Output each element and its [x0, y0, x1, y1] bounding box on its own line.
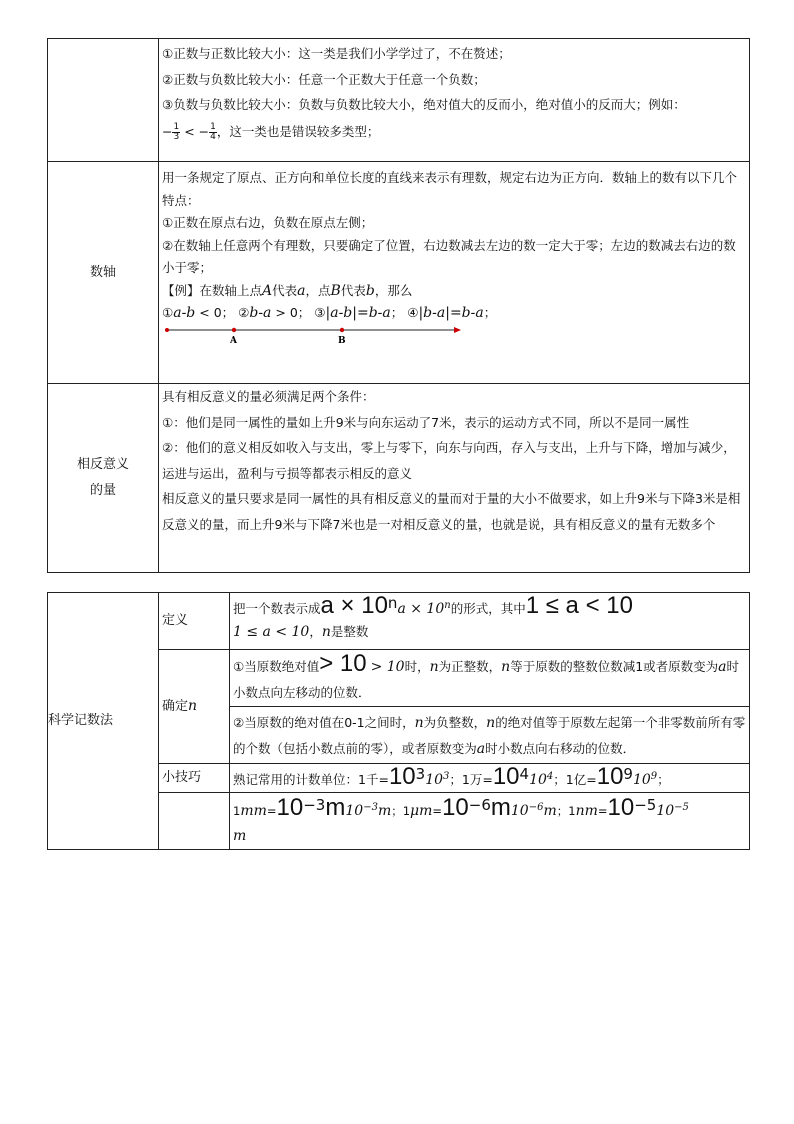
- table-row: [48, 384, 750, 573]
- compare-content: [159, 39, 750, 162]
- point-b: [340, 327, 344, 331]
- sci-notation-label: 科学记数法: [48, 593, 159, 850]
- numberline-p2: ②在数轴上任意两个有理数，只要确定了位置，右边数减去左边的数一定大于零；左边的数减去右边的数小于零；: [162, 237, 736, 275]
- point-a: [232, 327, 236, 331]
- compare-example: − $\frac{1}{3}$ < − $\frac{1}{4}$ ，这一类也是错误较多类型；: [162, 121, 380, 142]
- determine-n-rule-1: ①当原数绝对值> 10 > 10时，n为正整数，n等于原数的整数位数减1或者原数变为a时小数点向左移动的位数．: [230, 650, 750, 707]
- compare-line-2: ②正数与负数比较大小：任意一个正数大于任意一个负数；: [162, 71, 486, 87]
- tips-content-1: 熟记常用的计数单位：1千$=10310^3$；1万$=10410^4$；1亿$=10910^9$；: [230, 764, 750, 793]
- opposite-label: 相反意义 的量: [48, 384, 159, 573]
- table-row: [48, 593, 750, 650]
- empty-label-cell: [48, 39, 159, 162]
- definition-content: 把一个数表示成$a \times 10na \times 10^n$的形式，其中1 ≤ a < 10 1 ≤ a < 10，n是整数: [230, 593, 750, 650]
- numberline-intro: 用一条规定了原点、正方向和单位长度的直线来表示有理数，规定右边为正方向．数轴上的数有以下几个特点：: [162, 170, 738, 208]
- axis-arrow: [454, 327, 461, 333]
- table-row: [48, 39, 750, 162]
- numberline-label: 数轴: [48, 162, 159, 384]
- fraction: $\frac{1}{4}$: [210, 121, 216, 142]
- tips-content-2: 1mm=10−3m10−3m；1μm=10−6m10−6m；1nm=10−510−5 m: [230, 792, 750, 849]
- axis-origin-point: [165, 328, 169, 332]
- table-row: [48, 162, 750, 384]
- determine-n-label: 确定n: [159, 650, 230, 764]
- opposite-c3: 相反意义的量只要求是同一属性的具有相反意义的量而对于量的大小不做要求，如上升9米与下降3米是相反意义的量，而上升9米与下降7米也是一对相反意义的量，也就是说，具有相反意义的量有无数多个: [162, 491, 741, 532]
- opposite-intro: 具有相反意义的量必须满足两个条件：: [162, 389, 375, 404]
- label-b: B: [338, 335, 346, 345]
- compare-line-3: ③负数与负数比较大小：负数与负数比较大小，绝对值大的反而小，绝对值小的反而大；例如：: [162, 97, 686, 112]
- compare-line-1: ①正数与正数比较大小：这一类是我们小学学过了，不在赘述；: [162, 46, 511, 61]
- fraction: $\frac{1}{3}$: [173, 121, 180, 142]
- label-a: A: [230, 335, 237, 345]
- definition-label: 定义: [159, 593, 230, 650]
- opposite-c2: ②：他们的意义相反如收入与支出，零上与零下，向东与向西，存入与支出，上升与下降，增加与减少，运进与运出，盈利与亏损等都表示相反的意义: [162, 440, 736, 481]
- numberline-p1: ①正数在原点右边，负数在原点左侧；: [162, 215, 374, 230]
- numberline-example: 【例】在数轴上点A代表a，点B代表b，那么: [162, 282, 413, 299]
- opposite-content: [159, 384, 750, 573]
- determine-n-rule-2: ②当原数的绝对值在0-1之间时，n为负整数，n的绝对值等于原数左起第一个非零数前所有零的个数（包括小数点前的零），或者原数变为a时小数点向右移动的位数．: [230, 707, 750, 764]
- scientific-notation-table: [47, 592, 750, 850]
- empty-sublabel-cell: [159, 792, 230, 849]
- number-line-figure: [162, 325, 472, 345]
- numberline-conclusions: ①a-b < 0； ②b-a > 0； ③|a-b|=b-a； ④|b-a|=b-a；: [162, 305, 497, 321]
- tips-label: 小技巧: [159, 764, 230, 793]
- opposite-c1: ①：他们是同一属性的量如上升9米与向东运动了7米，表示的运动方式不同，所以不是同一属性: [162, 414, 690, 430]
- numberline-content: [159, 162, 750, 384]
- concept-table-1: [47, 38, 750, 573]
